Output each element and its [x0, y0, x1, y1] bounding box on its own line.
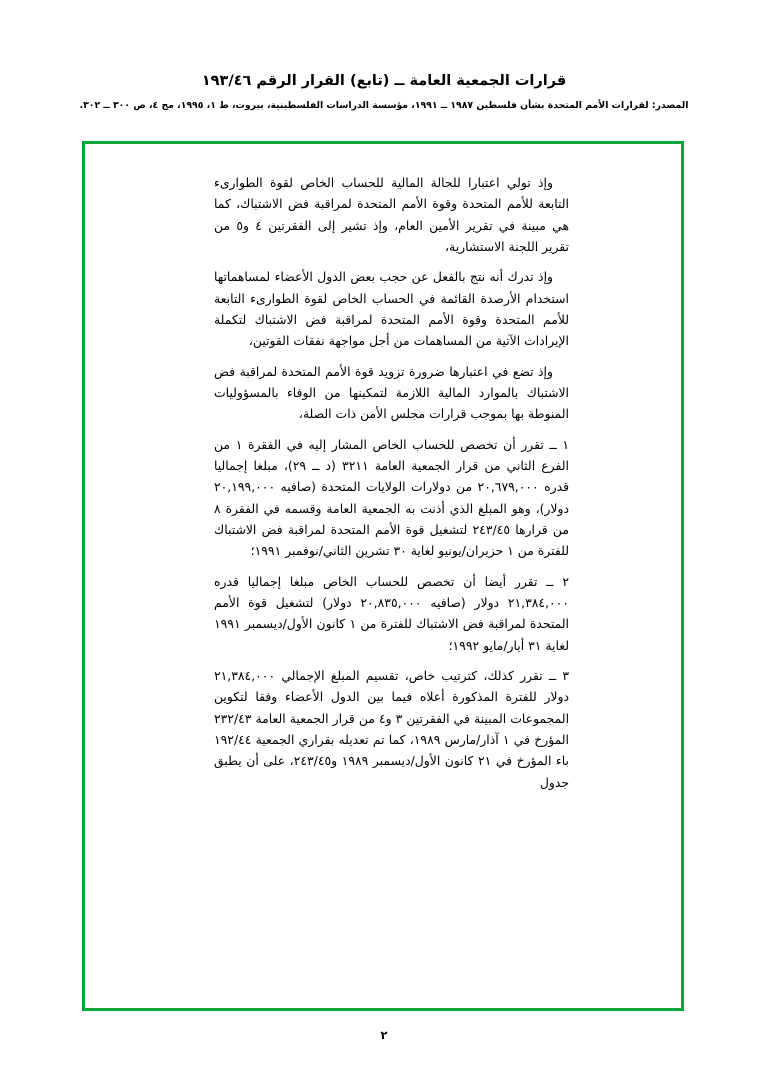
numbered-clause-2: ٢ ــ تقرر أيضا أن تخصص للحساب الخاص مبلغا إجماليا قدره ٢١,٣٨٤,٠٠٠ دولار (صافيه ٢٠,٨٣٥,٠٠٠ دولار) لتشغيل قوة الأمم المتحدة لمراقبة فض الاشتباك للفترة من ١ كانون الأول/ديسمبر ١٩٩١ لغاية ٣١ أيار/مايو ١٩٩٢؛: [214, 573, 569, 653]
paragraph: وإذ تضع في اعتبارها ضرورة تزويد قوة الأمم المتحدة لمراقبة فض الاشتباك بالموارد المالية اللازمة لتمكينها من الوفاء بالمسؤوليات المنوطة بها بموجب قرارات مجلس الأمن ذات الصلة،: [214, 363, 569, 422]
numbered-clause-3: ٣ ــ تقرر كذلك، كترتيب خاص، تقسيم المبلغ الإجمالي ٢١,٣٨٤,٠٠٠ دولار للفترة المذكورة أعلاه فيما بين الدول الأعضاء وفقا لتكوين المجموعات المبينة في الفقرتين ٣ و٤ من قرار الجمعية العامة ٢٣٢/٤٣ المؤرخ في ١ آذار/مارس ١٩٨٩، كما تم تعديله بقراري الجمعية ١٩٢/٤٤ باء المؤرخ في ٢١ كانون الأول/ديسمبر ١٩٨٩ و٢٤٣/٤٥، على أن يطبق جدول: [214, 667, 570, 790]
content-frame-border: [82, 141, 684, 1011]
document-header: [0, 72, 768, 112]
page-number: ٢: [380, 1028, 388, 1042]
paragraph: وإذ تولي اعتبارا للحالة المالية للحساب الخاص لقوة الطوارىء التابعة للأمم المتحدة وقوة الأمم المتحدة لمراقبة فض الاشتباك، كما هي مبينة في تقرير الأمين العام، وإذ تشير إلى الفقرتين ٤ و٥ من تقرير اللجنة الاستشارية،: [214, 175, 569, 254]
paragraph: وإذ تدرك أنه نتج بالفعل عن حجب بعض الدول الأعضاء لمساهماتها استخدام الأرصدة القائمة في الحساب الخاص لقوة الطوارىء التابعة للأمم المتحدة وقوة الأمم المتحدة لمراقبة فض الاشتباك لتكملة الإيرادات الآتية من المساهمات من أجل مواجهة نفقات القوتين،: [214, 269, 569, 349]
page-title: قرارات الجمعية العامة ــ (تابع) القرار الرقم ١٩٣/٤٦: [201, 73, 567, 89]
document-body: [214, 172, 569, 793]
source-citation: المصدر: لقرارات الأمم المتحدة بشأن فلسطين ١٩٨٧ ــ ١٩٩١، مؤسسة الدراسات الفلسطينية، بيروت، ط ١، ١٩٩٥، مج ٤، ص ٣٠٠ ــ ٣٠٢.: [79, 99, 689, 111]
numbered-clause-1: ١ ــ تقرر أن تخصص للحساب الخاص المشار إليه في الفقرة ١ من الفرع الثاني من قرار الجمعية العامة ٣٢١١ (د ــ ٢٩)، مبلغا إجماليا قدره ٢٠,٦٧٩,٠٠٠ من دولارات الولايات المتحدة (صافيه ٢٠,١٩٩,٠٠٠ دولار)، وهو المبلغ الذي أذنت به الجمعية العامة وقسمه في الفقرة ٨ من قرارها ٢٤٣/٤٥ لتشغيل قوة الأمم المتحدة لمراقبة فض الاشتباك للفترة من ١ حزيران/يونيو لغاية ٣٠ تشرين الثاني/نوفمبر ١٩٩١؛: [214, 436, 570, 559]
